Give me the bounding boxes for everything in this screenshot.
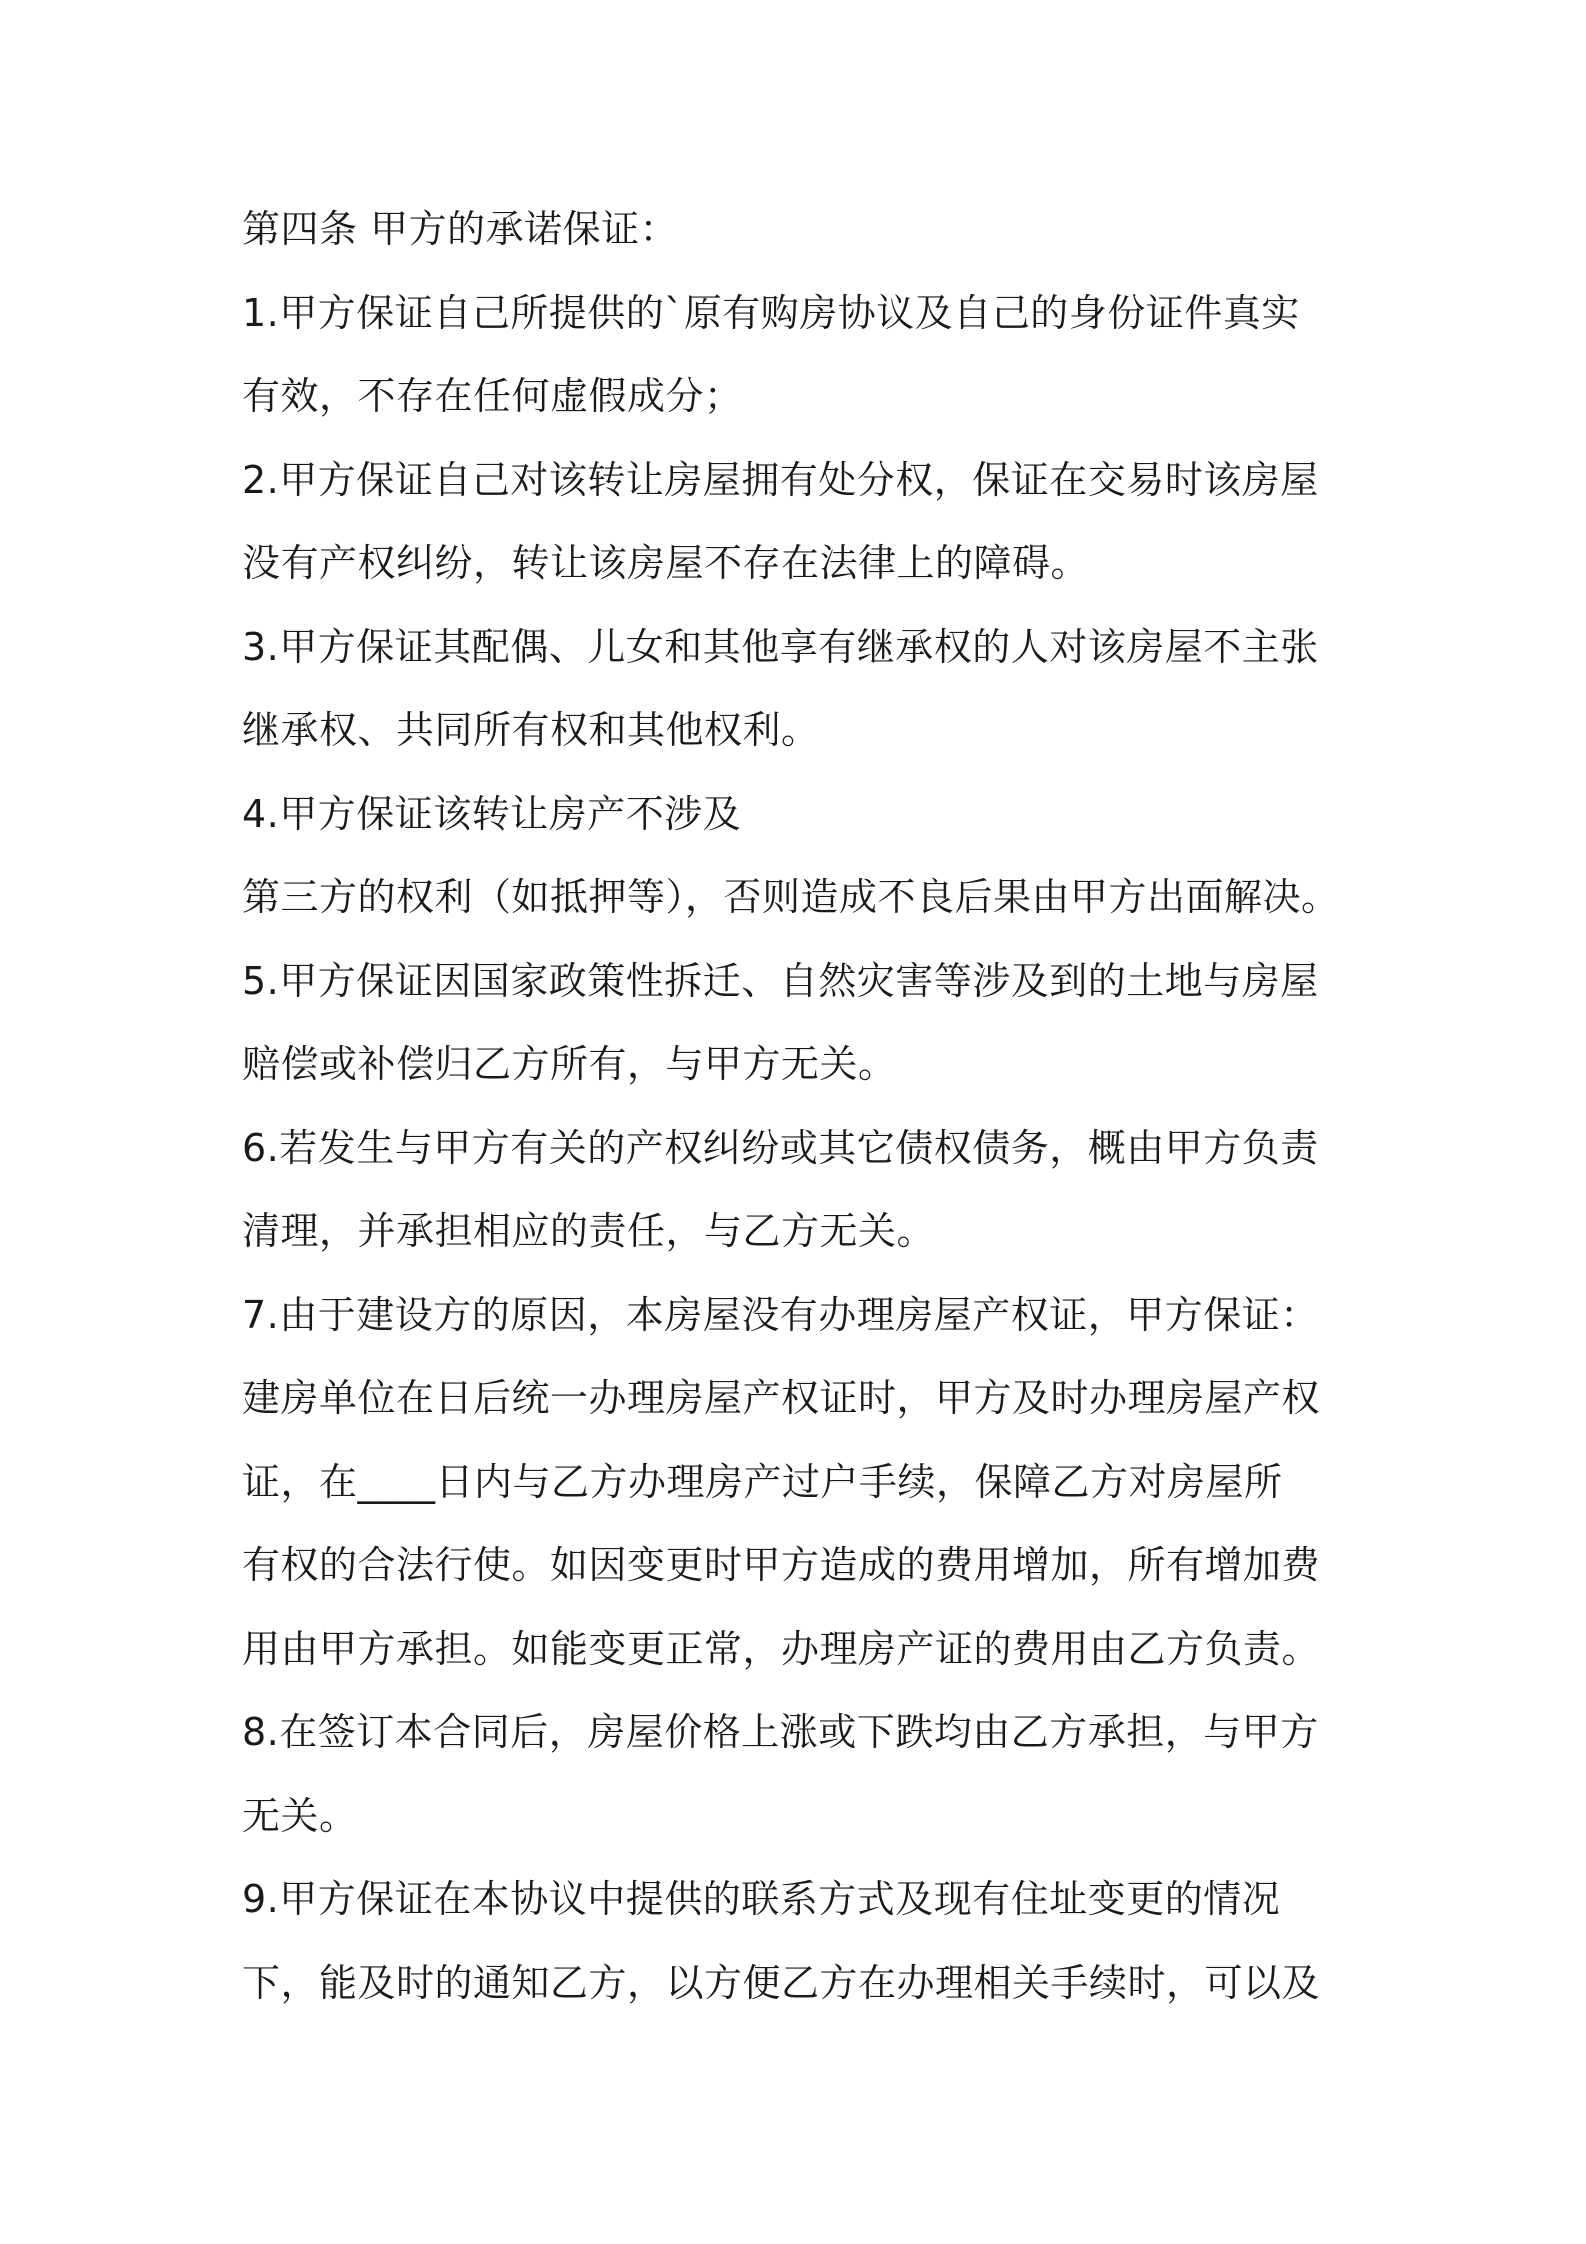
text-line: 下，能及时的通知乙方，以方便乙方在办理相关手续时，可以及 [242,1960,1321,2005]
text-line: 第三方的权利（如抵押等），否则造成不良后果由甲方出面解决。 [242,875,1340,919]
text-line: 有权的合法行使。如因变更时甲方造成的费用增加，所有增加费 [242,1543,1321,1587]
text-line: 赔偿或补偿归乙方所有，与甲方无关。 [242,1042,897,1086]
text-line: 用由甲方承担。如能变更正常，办理房产证的费用由乙方负责。 [242,1626,1321,1671]
text-line: 7.由于建设方的原因，本房屋没有办理房屋产权证，甲方保证： [242,1292,1319,1337]
text-line: 有效，不存在任何虚假成分； [242,374,743,418]
text-line: 3.甲方保证其配偶、儿女和其他享有继承权的人对该房屋不主张 [242,624,1319,669]
text-line: 2.甲方保证自己对该转让房屋拥有处分权，保证在交易时该房屋 [242,457,1319,502]
text-line: 无关。 [242,1793,358,1838]
text-line: 6.若发生与甲方有关的产权纠纷或其它债权债务，概由甲方负责 [242,1125,1319,1170]
text-line: 继承权、共同所有权和其他权利。 [242,708,820,752]
text-line: 没有产权纠纷，转让该房屋不存在法律上的障碍。 [242,541,1090,585]
text-line: 1.甲方保证自己所提供的`原有购房协议及自己的身份证件真实 [242,290,1300,335]
text-line: 证，在____日内与乙方办理房产过户手续，保障乙方对房屋所 [242,1459,1283,1504]
section-heading: 第四条 甲方的承诺保证： [242,207,679,251]
text-line: 清理，并承担相应的责任，与乙方无关。 [242,1209,936,1253]
document-body [242,198,1362,2035]
text-line: 8.在签订本合同后，房屋价格上涨或下跌均由乙方承担，与甲方 [242,1710,1319,1754]
text-line: 建房单位在日后统一办理房屋产权证时，甲方及时办理房屋产权 [242,1376,1321,1420]
text-line: 5.甲方保证因国家政策性拆迁、自然灾害等涉及到的土地与房屋 [242,958,1319,1003]
text-line: 9.甲方保证在本协议中提供的联系方式及现有住址变更的情况 [242,1877,1281,1921]
text-line: 4.甲方保证该转让房产不涉及 [242,791,742,836]
